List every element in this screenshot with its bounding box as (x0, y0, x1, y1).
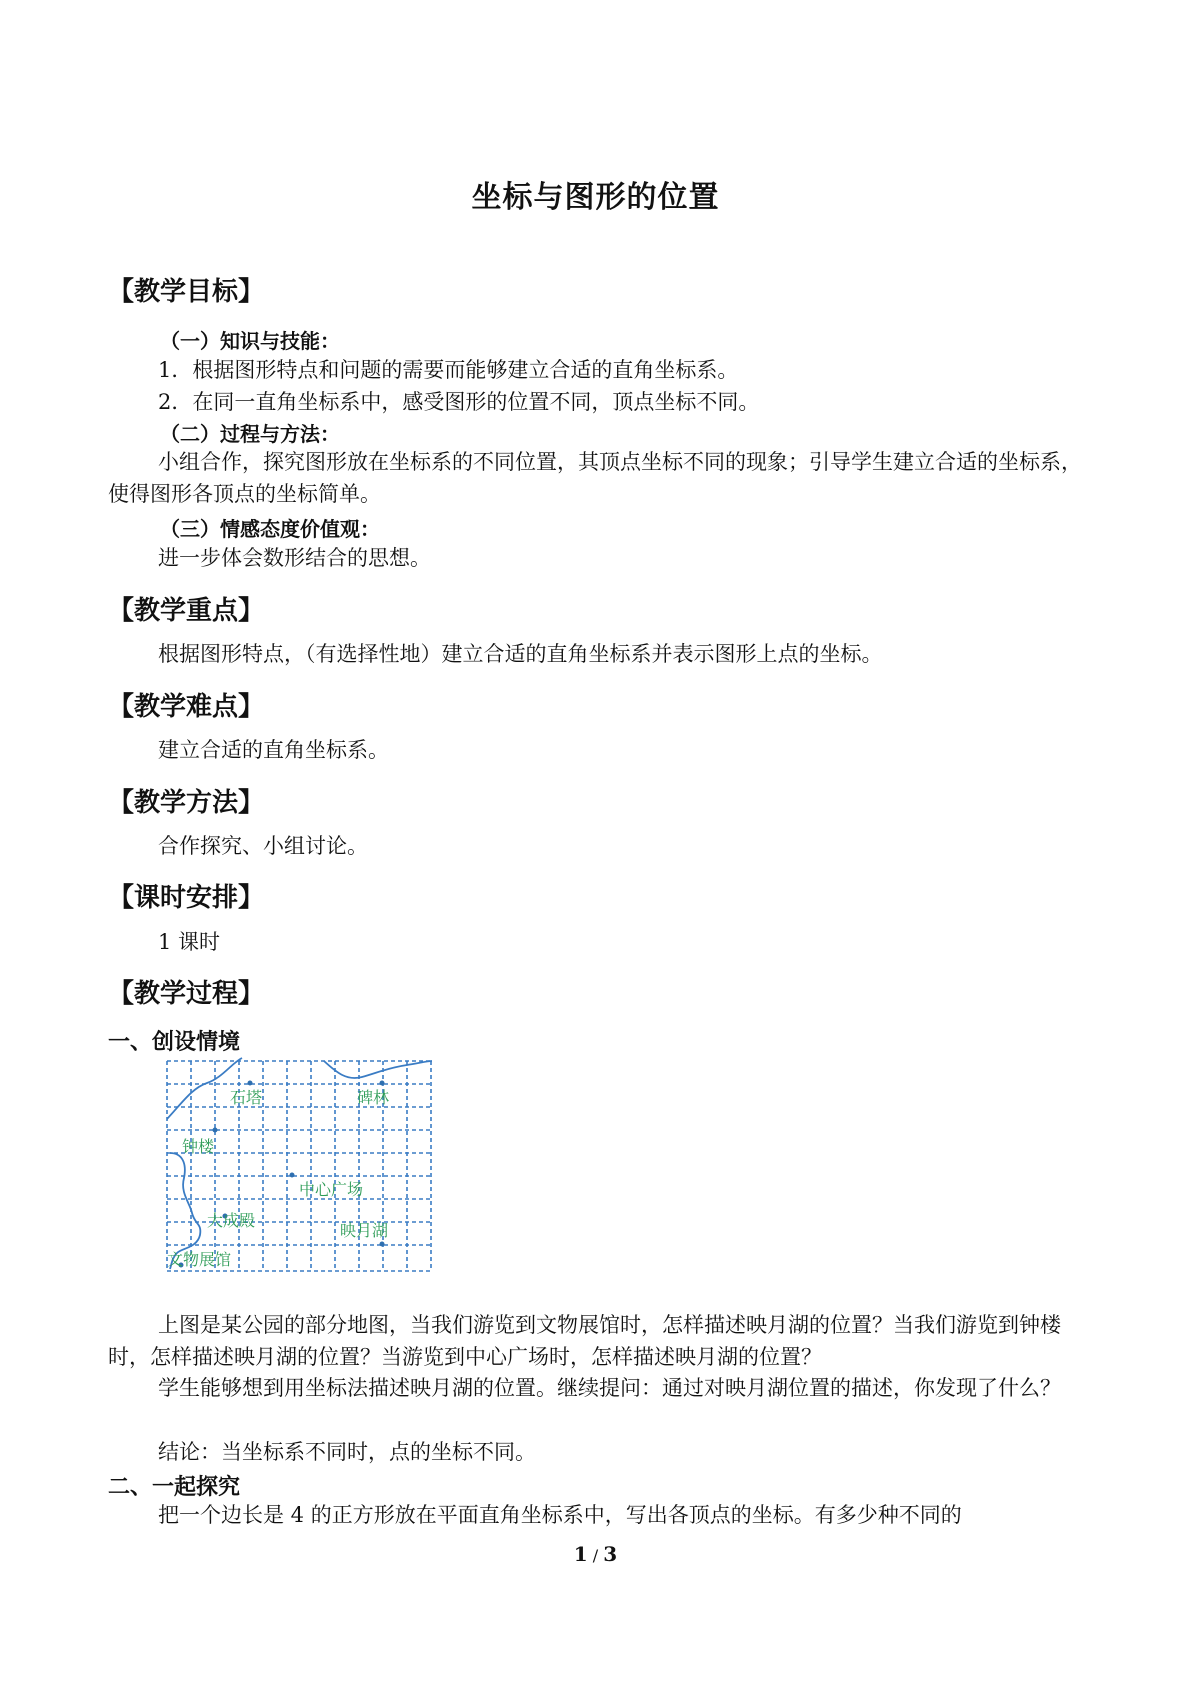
objective-item-1: 1．根据图形特点和问题的需要而能够建立合适的直角坐标系。 (158, 358, 739, 382)
subheading-emotion: （三）情感态度价值观： (160, 517, 380, 541)
map-label-museum: 文物展馆 (167, 1250, 232, 1269)
map-label-dacheng: 大成殿 (207, 1211, 256, 1230)
part2-paragraph: 把一个边长是 4 的正方形放在平面直角坐标系中，写出各顶点的坐标。有多少种不同的 (158, 1503, 962, 1527)
map-label-shita: 石塔 (230, 1088, 263, 1107)
emotion-text: 进一步体会数形结合的思想。 (158, 546, 431, 570)
map-label-beilin: 碑林 (357, 1088, 390, 1107)
part1-conclusion: 结论：当坐标系不同时，点的坐标不同。 (158, 1440, 536, 1464)
section-heading-method: 【教学方法】 (108, 788, 265, 818)
part1-paragraph-1: 上图是某公园的部分地图，当我们游览到文物展馆时，怎样描述映月湖的位置？当我们游览到钟楼时，怎样描述映月湖的位置？当游览到中心广场时，怎样描述映月湖的位置？ (108, 1313, 1061, 1369)
difficulty-text: 建立合适的直角坐标系。 (158, 738, 389, 762)
part1-paragraph-2: 学生能够想到用坐标法描述映月湖的位置。继续提问：通过对映月湖位置的描述，你发现了什么？ (158, 1376, 1061, 1400)
map-label-lake: 映月湖 (340, 1221, 389, 1240)
schedule-text: 1 课时 (158, 930, 221, 954)
page-number (0, 1542, 1191, 1566)
page-current: 1 (573, 1542, 588, 1566)
objective-item-2: 2．在同一直角坐标系中，感受图形的位置不同，顶点坐标不同。 (158, 390, 760, 414)
section-heading-schedule: 【课时安排】 (108, 883, 265, 913)
section-heading-difficulty: 【教学难点】 (108, 692, 265, 722)
method-text: 合作探究、小组讨论。 (158, 834, 368, 858)
map-label-center: 中心广场 (299, 1180, 364, 1199)
process-paragraph: 小组合作，探究图形放在坐标系的不同位置，其顶点坐标不同的现象；引导学生建立合适的坐标系，使得图形各顶点的坐标简单。 (108, 450, 1082, 506)
subheading-process: （二）过程与方法： (160, 422, 340, 446)
part2-heading: 二、一起探究 (108, 1475, 241, 1500)
map-label-zhonglou: 钟楼 (182, 1137, 215, 1156)
page-separator: / (587, 1546, 604, 1565)
key-text: 根据图形特点，（有选择性地）建立合适的直角坐标系并表示图形上点的坐标。 (158, 642, 883, 666)
park-map (162, 1053, 437, 1278)
page-total: 3 (603, 1542, 618, 1566)
section-heading-objectives: 【教学目标】 (108, 277, 265, 307)
map-grid (167, 1061, 431, 1271)
section-heading-key: 【教学重点】 (108, 596, 265, 626)
part1-heading: 一、创设情境 (108, 1030, 241, 1055)
map-boundaries (167, 1058, 432, 1269)
page-title: 坐标与图形的位置 (471, 180, 720, 215)
subheading-knowledge: （一）知识与技能： (160, 329, 340, 353)
section-heading-process: 【教学过程】 (108, 979, 265, 1009)
